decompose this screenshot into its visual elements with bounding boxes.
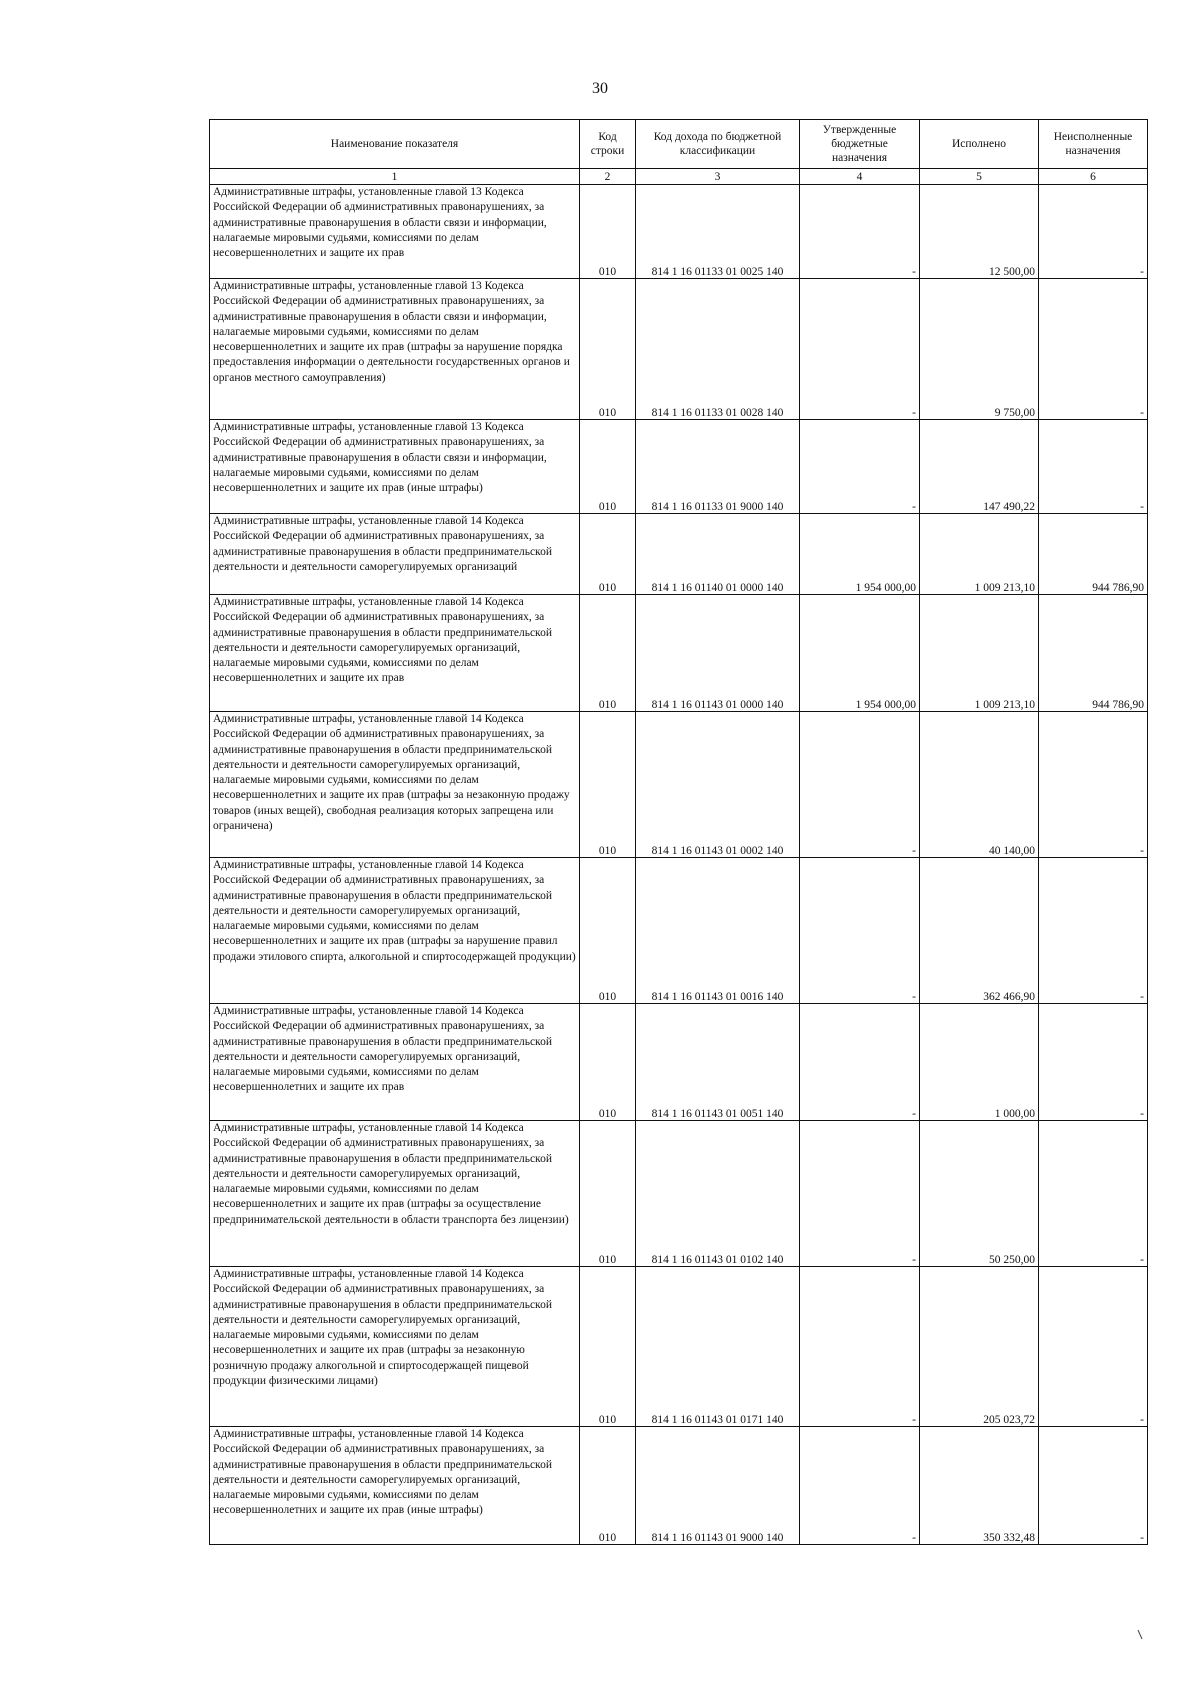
indicator-name: Административные штрафы, установленные главой 14 Кодекса Российской Федерации об административных правонарушениях, за административные правонарушения в области предпринимательской деятельности и деятельности саморегулируемых организаций (210, 514, 580, 595)
column-number: 4 (800, 169, 920, 185)
approved-amount: - (800, 1267, 920, 1427)
indicator-name: Административные штрафы, установленные главой 14 Кодекса Российской Федерации об административных правонарушениях, за административные правонарушения в области предпринимательской деятельности и деятельности саморегулируемых организаций, налагаемые мировыми судьями, комиссиями по делам несовершеннолетних и защите их прав (210, 1004, 580, 1121)
page-number: 30 (592, 80, 608, 97)
income-code: 814 1 16 01143 01 0102 140 (636, 1121, 800, 1267)
unexecuted-amount: - (1039, 1121, 1148, 1267)
table-row (210, 712, 1148, 858)
line-code: 010 (580, 1267, 636, 1427)
line-code: 010 (580, 279, 636, 420)
income-code: 814 1 16 01143 01 9000 140 (636, 1427, 800, 1545)
column-number-row (210, 169, 1148, 185)
unexecuted-amount: - (1039, 279, 1148, 420)
line-code: 010 (580, 595, 636, 712)
table-row (210, 1427, 1148, 1545)
indicator-name: Административные штрафы, установленные главой 14 Кодекса Российской Федерации об административных правонарушениях, за административные правонарушения в области предпринимательской деятельности и деятельности саморегулируемых организаций, налагаемые мировыми судьями, комиссиями по делам несовершеннолетних и защите их прав (штрафы за осуществление предпринимательской деятельности в области транспорта без лицензии) (210, 1121, 580, 1267)
column-header-name: Наименование показателя (210, 120, 580, 169)
unexecuted-amount: - (1039, 420, 1148, 514)
indicator-name: Административные штрафы, установленные главой 14 Кодекса Российской Федерации об административных правонарушениях, за административные правонарушения в области предпринимательской деятельности и деятельности саморегулируемых организаций, налагаемые мировыми судьями, комиссиями по делам несовершеннолетних и защите их прав (штрафы за нарушение правил продажи этилового спирта, алкогольной и спиртосодержащей продукции) (210, 858, 580, 1004)
table-row (210, 185, 1148, 279)
executed-amount: 1 009 213,10 (920, 595, 1039, 712)
approved-amount: 1 954 000,00 (800, 595, 920, 712)
line-code: 010 (580, 712, 636, 858)
table-header-row (210, 120, 1148, 169)
line-code: 010 (580, 420, 636, 514)
indicator-name: Административные штрафы, установленные главой 14 Кодекса Российской Федерации об административных правонарушениях, за административные правонарушения в области предпринимательской деятельности и деятельности саморегулируемых организаций, налагаемые мировыми судьями, комиссиями по делам несовершеннолетних и защите их прав (штрафы за незаконную продажу товаров (иных вещей), свободная реализация которых запрещена или ограничена) (210, 712, 580, 858)
executed-amount: 147 490,22 (920, 420, 1039, 514)
approved-amount: - (800, 1121, 920, 1267)
indicator-name: Административные штрафы, установленные главой 13 Кодекса Российской Федерации об административных правонарушениях, за административные правонарушения в области связи и информации, налагаемые мировыми судьями, комиссиями по делам несовершеннолетних и защите их прав (210, 185, 580, 279)
line-code: 010 (580, 1004, 636, 1121)
approved-amount: - (800, 185, 920, 279)
column-header-executed: Исполнено (920, 120, 1039, 169)
executed-amount: 9 750,00 (920, 279, 1039, 420)
executed-amount: 50 250,00 (920, 1121, 1039, 1267)
income-code: 814 1 16 01133 01 9000 140 (636, 420, 800, 514)
income-code: 814 1 16 01143 01 0016 140 (636, 858, 800, 1004)
indicator-name: Административные штрафы, установленные главой 14 Кодекса Российской Федерации об административных правонарушениях, за административные правонарушения в области предпринимательской деятельности и деятельности саморегулируемых организаций, налагаемые мировыми судьями, комиссиями по делам несовершеннолетних и защите их прав (210, 595, 580, 712)
income-code: 814 1 16 01143 01 0051 140 (636, 1004, 800, 1121)
executed-amount: 362 466,90 (920, 858, 1039, 1004)
indicator-name: Административные штрафы, установленные главой 13 Кодекса Российской Федерации об административных правонарушениях, за административные правонарушения в области связи и информации, налагаемые мировыми судьями, комиссиями по делам несовершеннолетних и защите их прав (иные штрафы) (210, 420, 580, 514)
budget-execution-table (209, 119, 1148, 1545)
approved-amount: - (800, 279, 920, 420)
executed-amount: 12 500,00 (920, 185, 1039, 279)
unexecuted-amount: - (1039, 1427, 1148, 1545)
unexecuted-amount: - (1039, 712, 1148, 858)
table-row (210, 514, 1148, 595)
executed-amount: 1 000,00 (920, 1004, 1039, 1121)
line-code: 010 (580, 514, 636, 595)
table-row (210, 1121, 1148, 1267)
approved-amount: - (800, 1427, 920, 1545)
column-header-unexecuted: Неисполненные назначения (1039, 120, 1148, 169)
approved-amount: - (800, 858, 920, 1004)
column-header-income-code: Код дохода по бюджетной классификации (636, 120, 800, 169)
line-code: 010 (580, 185, 636, 279)
executed-amount: 1 009 213,10 (920, 514, 1039, 595)
unexecuted-amount: - (1039, 185, 1148, 279)
column-header-approved: Утвержденные бюджетные назначения (800, 120, 920, 169)
unexecuted-amount: - (1039, 858, 1148, 1004)
income-code: 814 1 16 01133 01 0025 140 (636, 185, 800, 279)
indicator-name: Административные штрафы, установленные главой 14 Кодекса Российской Федерации об административных правонарушениях, за административные правонарушения в области предпринимательской деятельности и деятельности саморегулируемых организаций, налагаемые мировыми судьями, комиссиями по делам несовершеннолетних и защите их прав (иные штрафы) (210, 1427, 580, 1545)
income-code: 814 1 16 01133 01 0028 140 (636, 279, 800, 420)
column-number: 3 (636, 169, 800, 185)
approved-amount: - (800, 712, 920, 858)
table-row (210, 1267, 1148, 1427)
unexecuted-amount: - (1039, 1267, 1148, 1427)
unexecuted-amount: - (1039, 1004, 1148, 1121)
table-row (210, 858, 1148, 1004)
column-header-line-code: Код строки (580, 120, 636, 169)
table-row (210, 279, 1148, 420)
column-number: 5 (920, 169, 1039, 185)
approved-amount: - (800, 1004, 920, 1121)
income-code: 814 1 16 01143 01 0171 140 (636, 1267, 800, 1427)
table-row (210, 1004, 1148, 1121)
income-code: 814 1 16 01143 01 0002 140 (636, 712, 800, 858)
column-number: 6 (1039, 169, 1148, 185)
indicator-name: Административные штрафы, установленные главой 14 Кодекса Российской Федерации об административных правонарушениях, за административные правонарушения в области предпринимательской деятельности и деятельности саморегулируемых организаций, налагаемые мировыми судьями, комиссиями по делам несовершеннолетних и защите их прав (штрафы за незаконную розничную продажу алкогольной и спиртосодержащей пищевой продукции физическими лицами) (210, 1267, 580, 1427)
line-code: 010 (580, 858, 636, 1004)
indicator-name: Административные штрафы, установленные главой 13 Кодекса Российской Федерации об административных правонарушениях, за административные правонарушения в области связи и информации, налагаемые мировыми судьями, комиссиями по делам несовершеннолетних и защите их прав (штрафы за нарушение порядка предоставления информации о деятельности государственных органов и органов местного самоуправления) (210, 279, 580, 420)
unexecuted-amount: 944 786,90 (1039, 595, 1148, 712)
line-code: 010 (580, 1427, 636, 1545)
executed-amount: 205 023,72 (920, 1267, 1039, 1427)
line-code: 010 (580, 1121, 636, 1267)
approved-amount: - (800, 420, 920, 514)
table-row (210, 595, 1148, 712)
income-code: 814 1 16 01143 01 0000 140 (636, 595, 800, 712)
table-row (210, 420, 1148, 514)
executed-amount: 40 140,00 (920, 712, 1039, 858)
income-code: 814 1 16 01140 01 0000 140 (636, 514, 800, 595)
executed-amount: 350 332,48 (920, 1427, 1039, 1545)
column-number: 1 (210, 169, 580, 185)
approved-amount: 1 954 000,00 (800, 514, 920, 595)
stray-scan-mark (1136, 1628, 1146, 1642)
unexecuted-amount: 944 786,90 (1039, 514, 1148, 595)
column-number: 2 (580, 169, 636, 185)
